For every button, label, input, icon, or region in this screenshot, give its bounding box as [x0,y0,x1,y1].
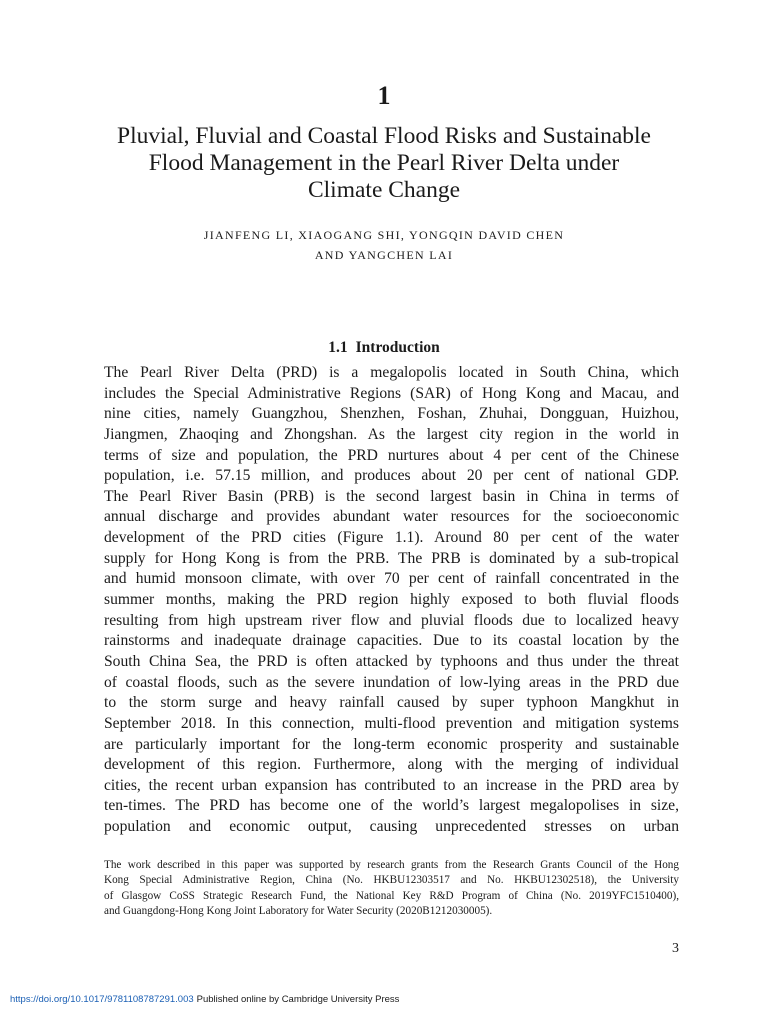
doi-link[interactable]: https://doi.org/10.1017/9781108787291.003 [10,994,194,1005]
body-line: nine cities, namely Guangzhou, Shenzhen, Foshan, Zhuhai, Dongguan, Huizhou, [104,405,679,423]
body-line: supply for Hong Kong is from the PRB. The PRB is dominated by a sub-tropical [104,549,679,567]
footnote-line: of Glasgow CoSS Strategic Research Fund, the National Key R&D Program of China (No. 2019YFC1510400), [104,889,679,902]
footnote-line: Kong Special Administrative Region, China (No. HKBU12303517 and No. HKBU12302518), the University [104,874,679,887]
body-line: are particularly important for the long-term economic prosperity and sustainable [104,735,679,753]
chapter-title-line: Flood Management in the Pearl River Delta under [148,150,620,176]
page-number: 3 [672,941,679,956]
footnote-line: and Guangdong-Hong Kong Joint Laboratory for Water Security (2020B1212030005). [104,904,493,917]
body-line: ten-times. The PRD has become one of the world’s largest megalopolises in size, [104,797,679,815]
body-line: cities, the recent urban expansion has contributed to an increase in the PRD area by [104,776,679,794]
body-line: resulting from high upstream river flow and pluvial floods due to localized heavy [104,611,679,629]
body-line: Jiangmen, Zhaoqing and Zhongshan. As the largest city region in the world in [104,425,679,443]
body-line: to the storm surge and heavy rainfall caused by super typhoon Mangkhut in [104,694,679,712]
body-line: and humid monsoon climate, with over 70 per cent of rainfall concentrated in the [104,570,679,588]
body-line: population and economic output, causing unprecedented stresses on urban [104,818,679,836]
body-line: rainstorms and inadequate drainage capacities. Due to its coastal location by the [104,632,679,650]
body-line: includes the Special Administrative Regions (SAR) of Hong Kong and Macau, and [104,384,679,402]
chapter-title-line: Pluvial, Fluvial and Coastal Flood Risks and Sustainable [117,123,651,149]
body-line: summer months, making the PRD region highly exposed to both fluvial floods [104,591,679,609]
body-line: development of the PRD cities (Figure 1.1). Around 80 per cent of the water [104,529,679,547]
section-title: Introduction [355,339,440,356]
body-paragraph [104,363,679,838]
body-line: South China Sea, the PRD is often attacked by typhoons and thus under the threat [104,652,679,670]
author-line: AND YANGCHEN LAI [314,248,454,262]
chapter-title-line: Climate Change [307,177,461,203]
body-line: terms of size and population, the PRD nurtures about 4 per cent of the Chinese [104,446,679,464]
body-line: annual discharge and provides abundant water resources for the socioeconomic [104,508,679,526]
section-number: 1.1 [328,339,348,356]
body-line: of coastal floods, such as the severe inundation of low-lying areas in the PRD due [104,673,679,691]
chapter-title [90,123,678,204]
body-line: development of this region. Furthermore, along with the merging of individual [104,756,679,774]
published-notice: Published online by Cambridge University Press [196,994,400,1005]
doi-footer [10,994,399,1006]
body-line: The Pearl River Basin (PRB) is the second largest basin in China in terms of [104,487,679,505]
authors [0,225,768,265]
body-line: The Pearl River Delta (PRD) is a megalopolis located in South China, which [104,364,679,381]
footnote [104,858,679,919]
section-heading [0,338,768,358]
author-line: JIANFENG LI, XIAOGANG SHI, YONGQIN DAVID CHEN [203,228,565,242]
body-line: population, i.e. 57.15 million, and produces about 20 per cent of national GDP. [104,467,679,485]
chapter-number: 1 [377,81,391,110]
body-line: September 2018. In this connection, multi-flood prevention and mitigation systems [104,714,679,732]
footnote-line: The work described in this paper was supported by research grants from the Research Grants Council of the Hong [104,859,679,871]
